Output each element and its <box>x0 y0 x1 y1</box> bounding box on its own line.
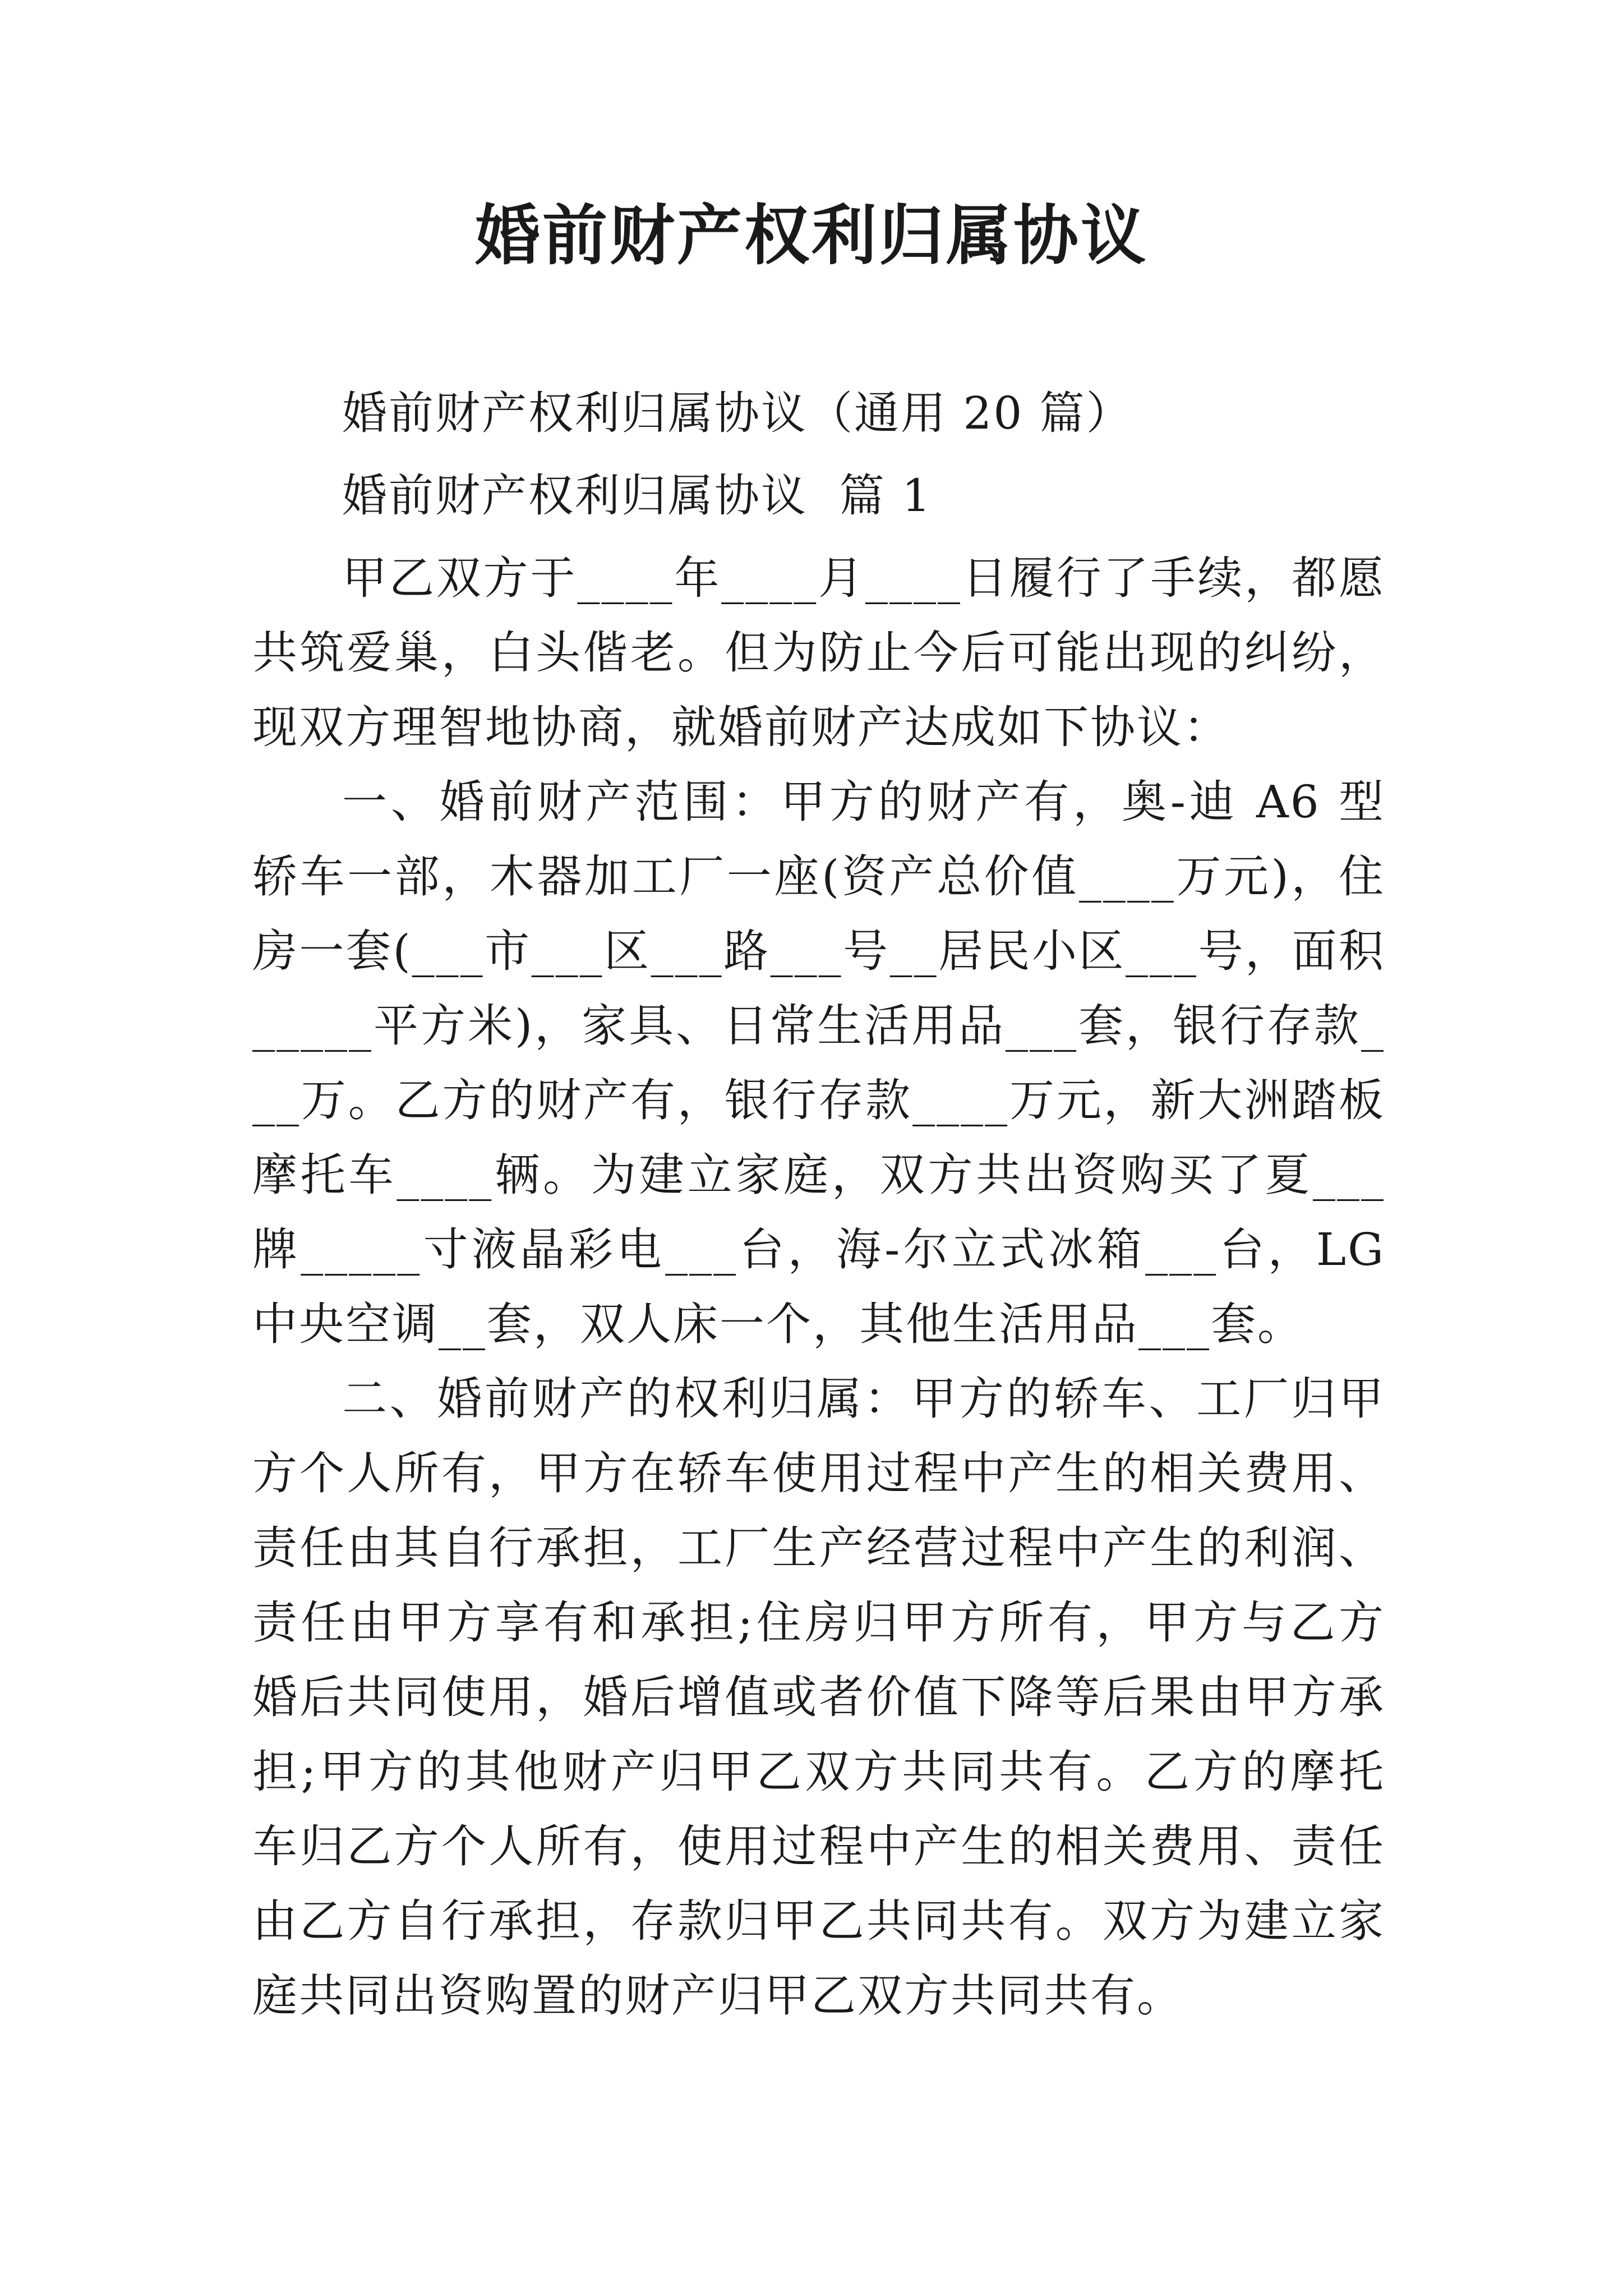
paragraph-property-ownership: 二、婚前财产的权利归属：甲方的轿车、工厂归甲方个人所有，甲方在轿车使用过程中产生的相关费用、责任由其自行承担，工厂生产经营过程中产生的利润、责任由甲方享有和承担;住房归甲方所有，甲方与乙方婚后共同使用，婚后增值或者价值下降等后果由甲方承担;甲方的其他财产归甲乙双方共同共有。乙方的摩托车归乙方个人所有，使用过程中产生的相关费用、责任由乙方自行承担，存款归甲乙共同共有。双方为建立家庭共同出资购置的财产归甲乙双方共同共有。 <box>252 1373 1385 2022</box>
document-subtitle: 婚前财产权利归属协议（通用 20 篇） <box>342 387 1133 439</box>
document-body <box>252 376 1401 2033</box>
document-title: 婚前财产权利归属协议 <box>475 197 1148 274</box>
paragraph-property-scope: 一、婚前财产范围：甲方的财产有，奥-迪 A6 型轿车一部，木器加工厂一座(资产总价值____万元)，住房一套(___市___区___路___号__居民小区___号，面积_____平方米)，家具、日常生活用品___套，银行存款___万。乙方的财产有，银行存款____万元，新大洲踏板摩托车____辆。为建立家庭，双方共出资购买了夏___牌_____寸液晶彩电___台，海-尔立式冰箱___台，LG 中央空调__套，双人床一个，其他生活用品___套。 <box>252 776 1401 1350</box>
paragraph-intro: 甲乙双方于____年____月____日履行了手续，都愿共筑爱巢，白头偕老。但为防止今后可能出现的纠纷，现双方理智地协商，就婚前财产达成如下协议： <box>252 552 1385 753</box>
section-heading: 婚前财产权利归属协议 篇 1 <box>342 470 933 522</box>
